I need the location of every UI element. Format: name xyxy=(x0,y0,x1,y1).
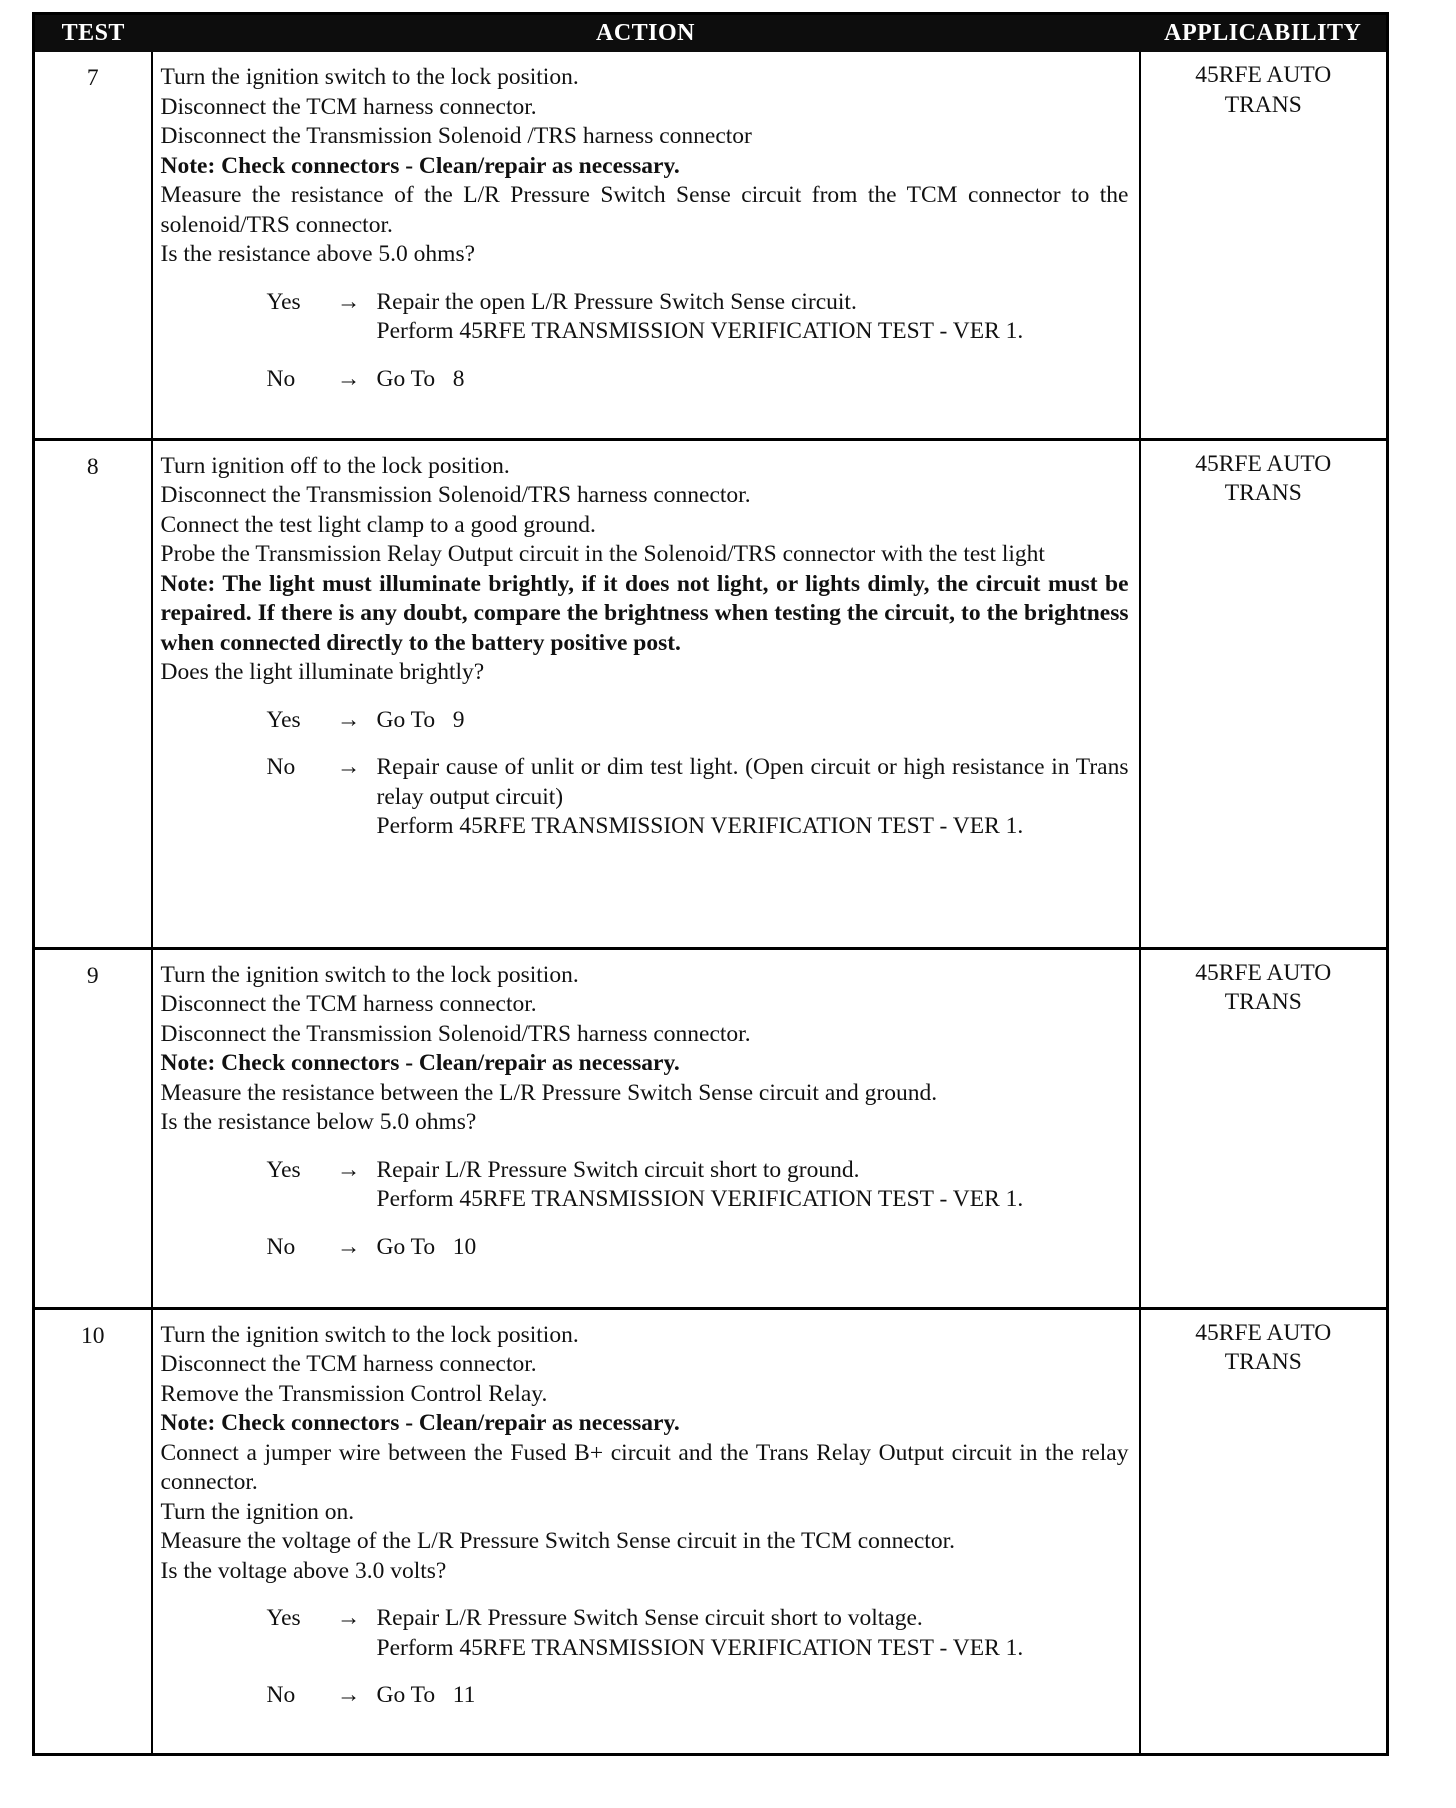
action-step: Disconnect the TCM harness connector. xyxy=(160,93,537,120)
header-action: ACTION xyxy=(152,14,1140,53)
arrow-icon: → xyxy=(336,1682,361,1708)
applicability-line: 45RFE AUTO xyxy=(1195,450,1332,477)
test-applicability xyxy=(1140,948,1388,1308)
action-step: Disconnect the TCM harness connector. xyxy=(160,991,537,1017)
test-row-7 xyxy=(34,52,1388,439)
result-line: Perform 45RFE TRANSMISSION VERIFICATION TEST - VER 1. xyxy=(376,1186,1024,1212)
yes-label: Yes xyxy=(266,706,301,733)
applicability-line: TRANS xyxy=(1224,1349,1302,1375)
action-step: Turn the ignition switch to the lock position. xyxy=(160,961,579,988)
yes-result xyxy=(377,706,1129,736)
yes-branch xyxy=(267,1156,1129,1215)
action-step: Connect the test light clamp to a good ground. xyxy=(160,511,596,538)
no-label: No xyxy=(266,365,296,392)
action-step: Measure the resistance between the L/R Pressure Switch Sense circuit and ground. xyxy=(160,1079,938,1106)
yes-result xyxy=(377,1156,1129,1215)
no-branch xyxy=(267,753,1129,842)
result-line: Perform 45RFE TRANSMISSION VERIFICATION TEST - VER 1. xyxy=(376,813,1024,839)
applicability-line: TRANS xyxy=(1224,989,1302,1015)
applicability-line: TRANS xyxy=(1224,91,1302,118)
test-action xyxy=(152,948,1140,1308)
action-note: Note: Check connectors - Clean/repair as necessary. xyxy=(160,1050,680,1076)
test-number: 9 xyxy=(34,948,152,1308)
action-step: Disconnect the Transmission Solenoid /TRS harness connector xyxy=(160,123,752,149)
action-step: Measure the voltage of the L/R Pressure Switch Sense circuit in the TCM connector. xyxy=(160,1528,955,1554)
arrow-icon: → xyxy=(336,754,361,780)
action-step: Turn the ignition on. xyxy=(160,1498,355,1525)
yes-result xyxy=(377,1604,1129,1663)
action-step: Turn the ignition switch to the lock position. xyxy=(160,64,579,90)
arrow-icon: → xyxy=(336,1233,361,1260)
applicability-line: 45RFE AUTO xyxy=(1195,1319,1332,1346)
action-question: Is the resistance above 5.0 ohms? xyxy=(160,241,476,267)
test-applicability xyxy=(1140,1308,1388,1754)
no-branch xyxy=(267,365,1129,395)
no-result xyxy=(377,1233,1129,1263)
no-result xyxy=(377,365,1129,395)
test-number: 7 xyxy=(34,52,152,439)
yes-branch xyxy=(267,1604,1129,1663)
arrow-icon: → xyxy=(336,1605,361,1631)
applicability-line: TRANS xyxy=(1224,480,1302,506)
arrow-icon: → xyxy=(336,365,361,392)
result-line: Repair L/R Pressure Switch Sense circuit short to voltage. xyxy=(376,1605,923,1631)
result-line: Repair the open L/R Pressure Switch Sense circuit. xyxy=(376,288,857,315)
test-action xyxy=(152,1308,1140,1754)
test-applicability xyxy=(1140,52,1388,439)
arrow-icon: → xyxy=(336,288,361,315)
no-label: No xyxy=(266,1682,296,1708)
yes-label: Yes xyxy=(266,1156,301,1183)
action-step: Probe the Transmission Relay Output circuit in the Solenoid/TRS connector with the test light xyxy=(160,541,1045,567)
result-line: Go To 10 xyxy=(376,1233,477,1260)
result-line: Perform 45RFE TRANSMISSION VERIFICATION TEST - VER 1. xyxy=(376,1634,1024,1661)
arrow-icon: → xyxy=(336,1156,361,1183)
yes-result xyxy=(377,288,1129,347)
test-row-8 xyxy=(34,439,1388,948)
result-line: Go To 9 xyxy=(376,706,465,733)
no-result xyxy=(377,1681,1129,1711)
action-step: Disconnect the TCM harness connector. xyxy=(160,1351,537,1377)
test-number: 10 xyxy=(34,1308,152,1754)
diagnostic-test-table xyxy=(32,12,1389,1756)
result-line: Repair L/R Pressure Switch circuit short to ground. xyxy=(376,1156,860,1183)
arrow-icon: → xyxy=(336,706,361,733)
action-step: Remove the Transmission Control Relay. xyxy=(160,1380,548,1407)
header-applicability: APPLICABILITY xyxy=(1140,14,1388,53)
yes-branch xyxy=(267,288,1129,347)
action-step: Turn the ignition switch to the lock position. xyxy=(160,1321,579,1348)
header-test: TEST xyxy=(34,14,152,53)
result-line: Perform 45RFE TRANSMISSION VERIFICATION TEST - VER 1. xyxy=(376,318,1024,344)
no-result xyxy=(377,753,1129,842)
action-step: Disconnect the Transmission Solenoid/TRS harness connector. xyxy=(160,1020,751,1047)
no-label: No xyxy=(266,1233,296,1260)
action-step: Measure the resistance of the L/R Pressure Switch Sense circuit from the TCM connector to the solenoid/TRS connector. xyxy=(160,182,1129,238)
action-step: Turn ignition off to the lock position. xyxy=(160,452,510,479)
no-label: No xyxy=(266,754,296,780)
test-row-9 xyxy=(34,948,1388,1308)
table-header-row xyxy=(34,14,1388,53)
test-row-10 xyxy=(34,1308,1388,1754)
no-branch xyxy=(267,1681,1129,1711)
result-line: Repair cause of unlit or dim test light. (Open circuit or high resistance in Trans relay output circuit) xyxy=(376,754,1129,810)
result-line: Go To 8 xyxy=(376,365,465,392)
action-note: Note: Check connectors - Clean/repair as necessary. xyxy=(160,152,680,179)
action-question: Is the voltage above 3.0 volts? xyxy=(160,1557,447,1584)
applicability-line: 45RFE AUTO xyxy=(1195,62,1332,88)
yes-label: Yes xyxy=(266,288,301,315)
test-action xyxy=(152,439,1140,948)
no-branch xyxy=(267,1233,1129,1263)
result-line: Go To 11 xyxy=(376,1682,476,1708)
action-note: Note: Check connectors - Clean/repair as necessary. xyxy=(160,1410,680,1436)
action-note: Note: The light must illuminate brightly, if it does not light, or lights dimly, the circuit must be repaired. If there is any doubt, compare the brightness when testing the circuit, to the brightness when connected directly to the battery positive post. xyxy=(160,570,1129,656)
applicability-line: 45RFE AUTO xyxy=(1195,959,1332,986)
action-step: Disconnect the Transmission Solenoid/TRS harness connector. xyxy=(160,482,751,508)
yes-label: Yes xyxy=(266,1605,301,1631)
action-question: Does the light illuminate brightly? xyxy=(160,659,485,685)
action-step: Connect a jumper wire between the Fused B+ circuit and the Trans Relay Output circuit in the relay connector. xyxy=(160,1439,1129,1495)
yes-branch xyxy=(267,706,1129,736)
test-applicability xyxy=(1140,439,1388,948)
test-number: 8 xyxy=(34,439,152,948)
action-question: Is the resistance below 5.0 ohms? xyxy=(160,1109,477,1135)
test-action xyxy=(152,52,1140,439)
